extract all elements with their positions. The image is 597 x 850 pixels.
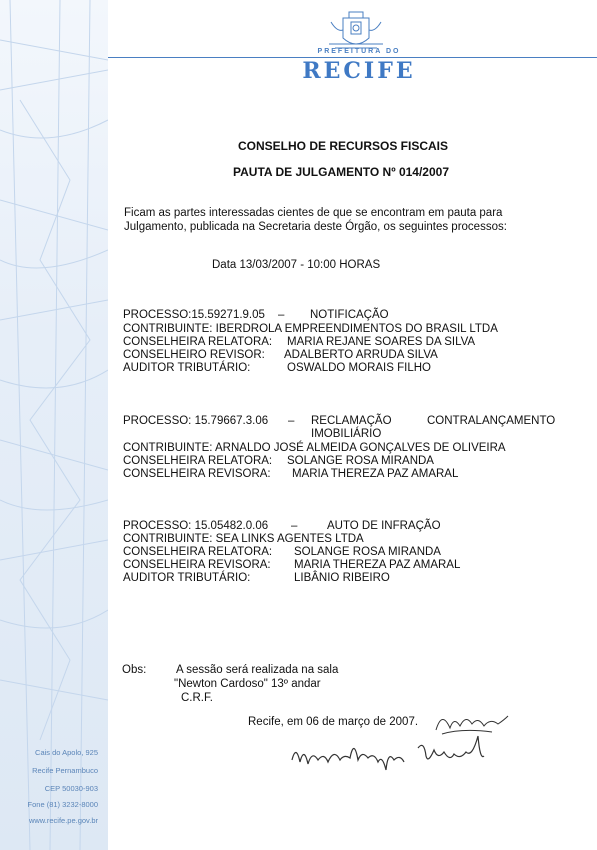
p2-relatora-label: CONSELHEIRA RELATORA: (123, 455, 273, 467)
handwritten-signature (288, 730, 493, 785)
session-date: Data 13/03/2007 - 10:00 HORAS (212, 259, 381, 271)
p3-processo: PROCESSO: 15.05482.0.06 (123, 520, 269, 532)
p1-tipo: NOTIFICAÇÃO (310, 309, 389, 321)
p1-relatora: MARIA REJANE SOARES DA SILVA (287, 336, 476, 348)
p1-dash: – (278, 309, 285, 321)
obs-line-1: A sessão será realizada na sala (176, 664, 339, 676)
p2-contribuinte: CONTRIBUINTE: ARNALDO JOSÉ ALMEIDA GONÇALVES DE OLIVEIRA (123, 442, 506, 454)
city-crest-logo (323, 8, 389, 52)
p2-tipo-3: IMOBILIÁRIO (311, 428, 382, 440)
p3-auditor-label: AUDITOR TRIBUTÁRIO: (123, 572, 251, 584)
address-street: Cais do Apolo, 925 (35, 748, 98, 757)
p1-auditor: OSWALDO MORAIS FILHO (287, 362, 431, 374)
p3-contribuinte: CONTRIBUINTE: SEA LINKS AGENTES LTDA (123, 533, 364, 545)
city-map-watermark (0, 0, 108, 850)
p2-revisora: MARIA THEREZA PAZ AMARAL (292, 468, 459, 480)
sidebar-panel (0, 0, 108, 850)
address-phone: Fone (81) 3232-8000 (27, 800, 98, 809)
prefeitura-label: PREFEITURA DO (317, 48, 401, 55)
p3-dash: – (291, 520, 298, 532)
recife-logo-text: RECIFE (302, 58, 416, 84)
p3-revisora-label: CONSELHEIRA REVISORA: (123, 559, 271, 571)
p3-auditor: LIBÂNIO RIBEIRO (294, 572, 390, 584)
p1-relatora-label: CONSELHEIRA RELATORA: (123, 336, 273, 348)
p1-contribuinte: CONTRIBUINTE: IBERDROLA EMPREENDIMENTOS DO BRASIL LTDA (123, 323, 498, 335)
address-cep: CEP 50030-903 (44, 784, 98, 793)
obs-line-3: C.R.F. (181, 692, 213, 704)
p1-processo: PROCESSO:15.59271.9.05 (123, 309, 265, 321)
p2-relatora: SOLANGE ROSA MIRANDA (287, 455, 434, 467)
address-city: Recife Pernambuco (32, 766, 98, 775)
p2-processo: PROCESSO: 15.79667.3.06 (123, 415, 269, 427)
p3-revisora: MARIA THEREZA PAZ AMARAL (294, 559, 461, 571)
p2-revisora-label: CONSELHEIRA REVISORA: (123, 468, 271, 480)
p3-tipo: AUTO DE INFRAÇÃO (327, 520, 441, 532)
obs-line-2: "Newton Cardoso" 13º andar (174, 678, 321, 690)
p1-revisor: ADALBERTO ARRUDA SILVA (284, 349, 438, 361)
p1-auditor-label: AUDITOR TRIBUTÁRIO: (123, 362, 251, 374)
p2-tipo-2: CONTRALANÇAMENTO (427, 415, 556, 427)
address-website: www.recife.pe.gov.br (28, 816, 98, 825)
intro-line-1: Ficam as partes interessadas cientes de que se encontram em pauta para (124, 207, 503, 219)
intro-line-2: Julgamento, publicada na Secretaria deste Órgão, os seguintes processos: (124, 221, 507, 233)
p3-relatora-label: CONSELHEIRA RELATORA: (123, 546, 273, 558)
pauta-title: PAUTA DE JULGAMENTO Nº 014/2007 (233, 165, 449, 179)
p3-relatora: SOLANGE ROSA MIRANDA (294, 546, 441, 558)
obs-label: Obs: (122, 664, 147, 676)
p2-tipo: RECLAMAÇÃO (311, 415, 392, 427)
p2-dash: – (288, 415, 295, 427)
closing-date: Recife, em 06 de março de 2007. (248, 716, 419, 728)
council-title: CONSELHO DE RECURSOS FISCAIS (238, 139, 449, 153)
p1-revisor-label: CONSELHEIRO REVISOR: (123, 349, 265, 361)
